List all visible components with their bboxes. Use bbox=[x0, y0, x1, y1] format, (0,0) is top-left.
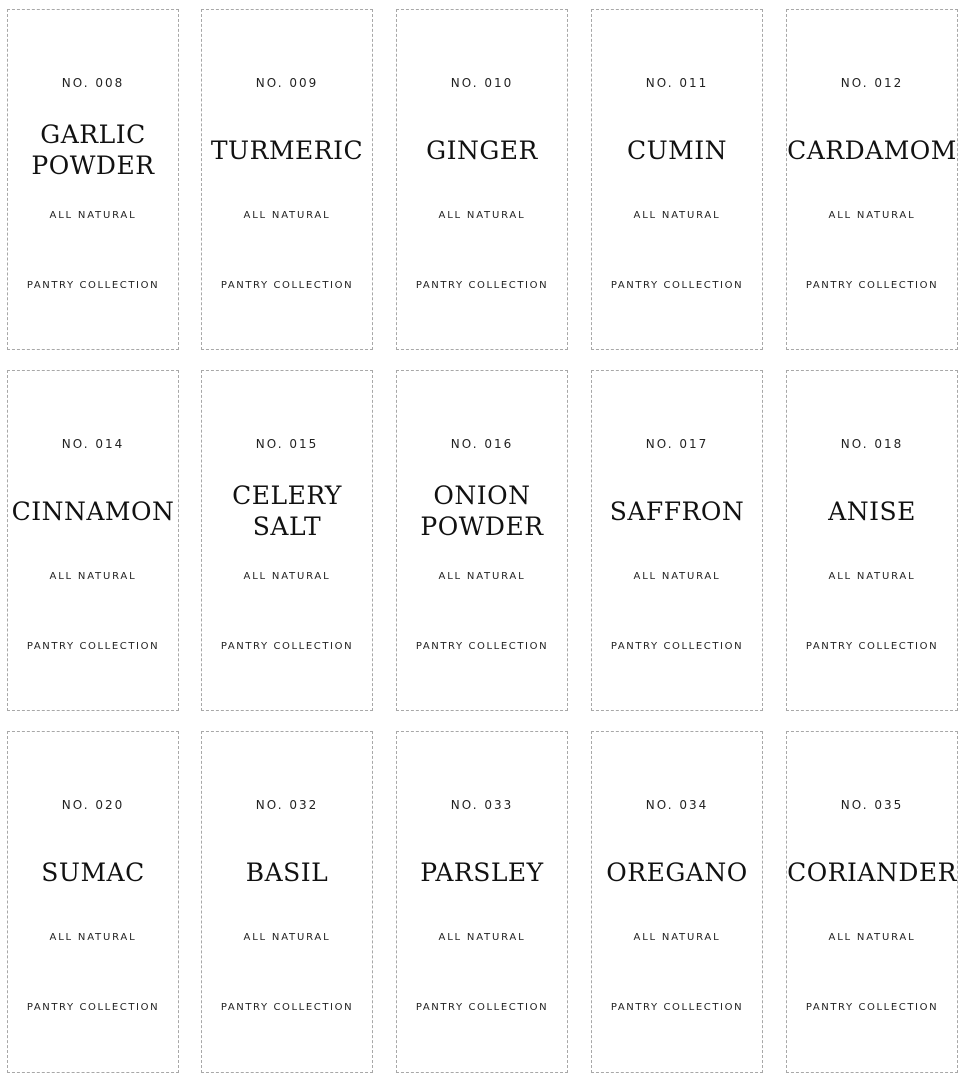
tagline: ALL NATURAL bbox=[633, 571, 721, 582]
collection-name: PANTRY COLLECTION bbox=[805, 641, 939, 652]
collection-name: PANTRY COLLECTION bbox=[415, 641, 549, 652]
label-number: NO. 018 bbox=[840, 437, 904, 451]
collection-name: PANTRY COLLECTION bbox=[220, 1002, 354, 1013]
collection-name: PANTRY COLLECTION bbox=[610, 1002, 744, 1013]
spice-label bbox=[591, 370, 763, 711]
spice-name: OREGANO bbox=[606, 857, 748, 887]
collection-name: PANTRY COLLECTION bbox=[220, 280, 354, 291]
spice-label bbox=[591, 731, 763, 1073]
spice-name: BASIL bbox=[245, 857, 329, 887]
spice-label bbox=[786, 731, 958, 1073]
spice-name: ANISE bbox=[828, 496, 916, 526]
spice-label bbox=[7, 731, 179, 1073]
spice-label bbox=[396, 731, 568, 1073]
collection-name: PANTRY COLLECTION bbox=[415, 1002, 549, 1013]
label-number: NO. 020 bbox=[61, 798, 125, 812]
spice-name: SAFFRON bbox=[609, 496, 745, 526]
tagline: ALL NATURAL bbox=[243, 932, 331, 943]
tagline: ALL NATURAL bbox=[438, 571, 526, 582]
spice-name: GINGER bbox=[426, 135, 538, 165]
tagline: ALL NATURAL bbox=[438, 210, 526, 221]
tagline: ALL NATURAL bbox=[633, 932, 721, 943]
spice-label bbox=[786, 370, 958, 711]
spice-name: CARDAMOM bbox=[787, 135, 957, 165]
label-number: NO. 015 bbox=[255, 437, 319, 451]
tagline: ALL NATURAL bbox=[243, 571, 331, 582]
spice-label bbox=[201, 9, 373, 350]
label-number: NO. 011 bbox=[645, 76, 709, 90]
label-number: NO. 032 bbox=[255, 798, 319, 812]
collection-name: PANTRY COLLECTION bbox=[610, 280, 744, 291]
spice-label bbox=[396, 370, 568, 711]
spice-name: SUMAC bbox=[41, 857, 145, 887]
spice-label bbox=[396, 9, 568, 350]
label-number: NO. 012 bbox=[840, 76, 904, 90]
tagline: ALL NATURAL bbox=[49, 932, 137, 943]
label-number: NO. 008 bbox=[61, 76, 125, 90]
tagline: ALL NATURAL bbox=[49, 210, 137, 221]
tagline: ALL NATURAL bbox=[438, 932, 526, 943]
label-number: NO. 017 bbox=[645, 437, 709, 451]
label-number: NO. 035 bbox=[840, 798, 904, 812]
spice-name: TURMERIC bbox=[210, 135, 364, 165]
spice-name: CELERY SALT bbox=[232, 481, 342, 541]
label-number: NO. 014 bbox=[61, 437, 125, 451]
spice-label bbox=[591, 9, 763, 350]
spice-name: GARLIC POWDER bbox=[31, 120, 155, 180]
spice-label bbox=[201, 731, 373, 1073]
collection-name: PANTRY COLLECTION bbox=[26, 641, 160, 652]
collection-name: PANTRY COLLECTION bbox=[26, 1002, 160, 1013]
collection-name: PANTRY COLLECTION bbox=[26, 280, 160, 291]
collection-name: PANTRY COLLECTION bbox=[610, 641, 744, 652]
spice-name: CORIANDER bbox=[787, 857, 957, 887]
spice-label bbox=[786, 9, 958, 350]
collection-name: PANTRY COLLECTION bbox=[220, 641, 354, 652]
tagline: ALL NATURAL bbox=[243, 210, 331, 221]
spice-name: PARSLEY bbox=[420, 857, 544, 887]
label-number: NO. 009 bbox=[255, 76, 319, 90]
spice-name: CUMIN bbox=[626, 135, 728, 165]
collection-name: PANTRY COLLECTION bbox=[805, 1002, 939, 1013]
tagline: ALL NATURAL bbox=[49, 571, 137, 582]
label-number: NO. 016 bbox=[450, 437, 514, 451]
collection-name: PANTRY COLLECTION bbox=[805, 280, 939, 291]
tagline: ALL NATURAL bbox=[633, 210, 721, 221]
label-number: NO. 010 bbox=[450, 76, 514, 90]
spice-name: ONION POWDER bbox=[420, 481, 544, 541]
label-number: NO. 033 bbox=[450, 798, 514, 812]
tagline: ALL NATURAL bbox=[828, 210, 916, 221]
spice-label bbox=[201, 370, 373, 711]
tagline: ALL NATURAL bbox=[828, 571, 916, 582]
tagline: ALL NATURAL bbox=[828, 932, 916, 943]
spice-label bbox=[7, 370, 179, 711]
label-number: NO. 034 bbox=[645, 798, 709, 812]
collection-name: PANTRY COLLECTION bbox=[415, 280, 549, 291]
spice-name: CINNAMON bbox=[11, 496, 175, 526]
spice-label bbox=[7, 9, 179, 350]
